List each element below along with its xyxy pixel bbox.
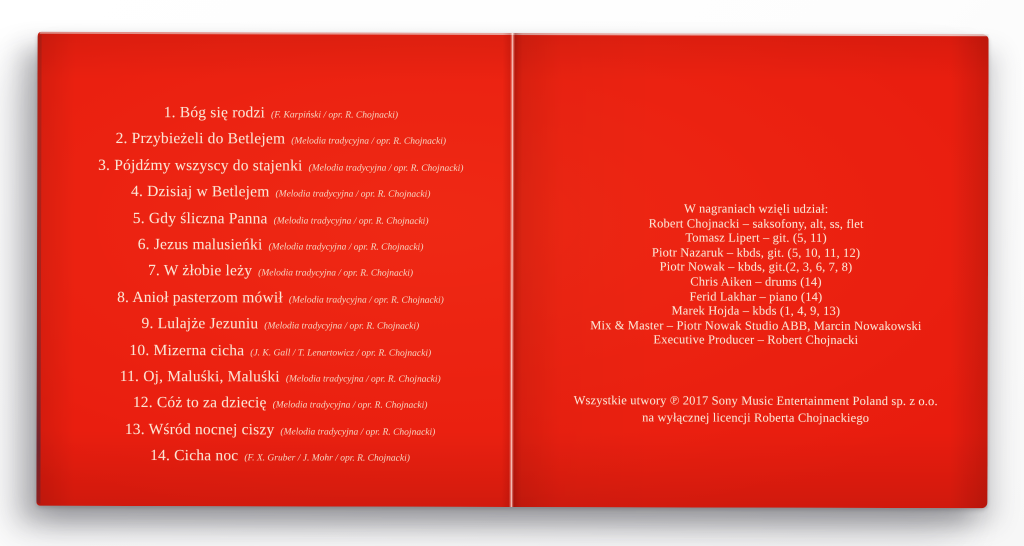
track-title: 2. Przybieżeli do Betlejem xyxy=(115,130,286,148)
track-item xyxy=(49,233,512,261)
track-item xyxy=(49,312,512,340)
track-item xyxy=(49,154,512,182)
track-title: 1. Bóg się rodzi xyxy=(163,104,266,122)
track-credit: (Melodia tradycyjna / opr. R. Chojnacki) xyxy=(280,427,436,438)
track-item xyxy=(49,365,512,393)
booklet-right-page xyxy=(511,33,988,508)
copyright-block xyxy=(512,392,988,427)
track-title: 8. Anioł pasterzom mówił xyxy=(117,288,283,307)
track-title: 10. Mizerna cicha xyxy=(129,341,245,359)
credit-line: Mix & Master – Piotr Nowak Studio ABB, Marcin Nowakowski xyxy=(590,317,922,333)
track-item xyxy=(49,286,512,314)
track-item xyxy=(49,127,512,155)
track-item xyxy=(48,444,511,472)
track-title: 7. W żłobie leży xyxy=(147,262,253,280)
track-credit: (Melodia tradycyjna / opr. R. Chojnacki) xyxy=(258,268,414,280)
track-credit: (Melodia tradycyjna / opr. R. Chojnacki) xyxy=(308,163,464,174)
track-credit: (F. X. Gruber / J. Mohr / opr. R. Chojnacki) xyxy=(244,453,410,465)
track-item xyxy=(49,101,512,129)
credit-line: Chris Aiken – drums (14) xyxy=(690,274,822,289)
track-title: 13. Wśród nocnej ciszy xyxy=(124,420,275,439)
cd-booklet-spread xyxy=(36,32,988,508)
track-title: 3. Pójdźmy wszyscy do stajenki xyxy=(98,156,303,175)
credit-line: Piotr Nowak – kbds, git.(2, 3, 6, 7, 8) xyxy=(659,259,853,275)
credits-block xyxy=(512,201,988,348)
track-list xyxy=(36,101,512,472)
credit-line: Piotr Nazaruk – kbds, git. (5, 10, 11, 12) xyxy=(651,245,861,260)
credit-line: Executive Producer – Robert Chojnacki xyxy=(653,332,859,348)
credit-line: Tomasz Lipert – git. (5, 11) xyxy=(685,230,827,246)
track-title: 12. Cóż to za dziecię xyxy=(132,394,267,412)
credits-heading: W nagraniach wzięli udział: xyxy=(683,201,829,216)
booklet-fold xyxy=(501,33,522,507)
track-item xyxy=(49,259,512,287)
track-title: 4. Dzisiaj w Betlejem xyxy=(130,183,270,201)
track-credit: (Melodia tradycyjna / opr. R. Chojnacki) xyxy=(291,136,447,148)
track-credit: (Melodia tradycyjna / opr. R. Chojnacki) xyxy=(272,400,428,412)
credit-line: Robert Chojnacki – saksofony, alt, ss, flet xyxy=(648,215,864,231)
track-credit: (J. K. Gall / T. Lenartowicz / opr. R. Chojnacki) xyxy=(250,347,432,359)
track-item xyxy=(49,338,512,366)
copyright-line: na wyłącznej licencji Roberta Chojnackiego xyxy=(642,410,870,425)
track-credit: (Melodia tradycyjna / opr. R. Chojnacki) xyxy=(275,189,431,201)
track-title: 11. Oj, Maluśki, Maluśki xyxy=(119,368,280,386)
booklet-left-page xyxy=(36,32,512,507)
track-title: 9. Lulajże Jezuniu xyxy=(141,315,259,333)
track-credit: (Melodia tradycyjna / opr. R. Chojnacki) xyxy=(268,242,424,253)
track-credit: (F. Karpiński / opr. R. Chojnacki) xyxy=(271,110,399,121)
track-credit: (Melodia tradycyjna / opr. R. Chojnacki) xyxy=(285,374,441,385)
copyright-line: Wszystkie utwory ℗ 2017 Sony Music Entertainment Poland sp. z o.o. xyxy=(573,393,938,409)
track-item xyxy=(49,206,512,234)
track-credit: (Melodia tradycyjna / opr. R. Chojnacki) xyxy=(264,321,420,333)
track-item xyxy=(49,418,512,446)
track-credit: (Melodia tradycyjna / opr. R. Chojnacki) xyxy=(273,215,429,227)
track-credit: (Melodia tradycyjna / opr. R. Chojnacki) xyxy=(288,295,444,306)
credit-line: Ferid Lakhar – piano (14) xyxy=(689,289,823,304)
track-item xyxy=(49,391,512,419)
track-title: 14. Cicha noc xyxy=(150,447,239,465)
track-item xyxy=(49,180,512,208)
credit-line: Marek Hojda – kbds (1, 4, 9, 13) xyxy=(671,303,841,319)
track-title: 6. Jezus malusieńki xyxy=(137,236,263,254)
track-title: 5. Gdy śliczna Panna xyxy=(132,209,268,227)
